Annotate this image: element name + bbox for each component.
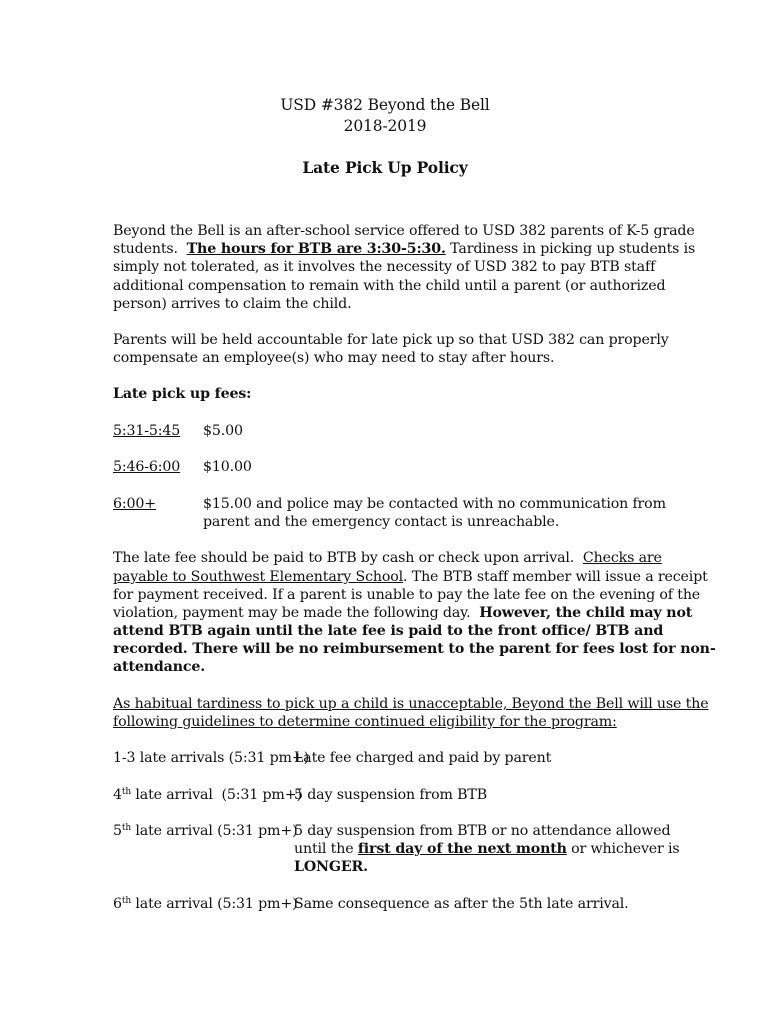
guideline-3-num: 5 [113, 823, 122, 839]
payment-line-4 [113, 604, 692, 622]
guideline-3-sup: th [121, 823, 132, 833]
intro-students: students. [113, 241, 178, 257]
fee-time-3: 6:00+ [113, 496, 156, 512]
payment-line-2 [113, 568, 708, 586]
guideline-2-text: 5 day suspension from BTB [294, 787, 488, 803]
fee-amount-1: $5.00 [203, 423, 243, 439]
intro-line-3: simply not tolerated, as it involves the necessity of USD 382 to pay BTB staff [113, 259, 656, 275]
fee-amount-2: $10.00 [203, 459, 252, 475]
program-title: USD #382 Beyond the Bell [280, 96, 490, 114]
fee-amount-3-line-2: parent and the emergency contact is unreachable. [203, 514, 560, 530]
guideline-2-rest: late arrival (5:31 pm+) [131, 787, 302, 803]
first-day-next-month: first day of the next month [357, 841, 567, 857]
guideline-3-text-line-2 [294, 840, 680, 858]
however-text: However, the child may not [479, 605, 693, 621]
guideline-2-sup: th [121, 787, 132, 797]
habitual-line-1: As habitual tardiness to pick up a child is unacceptable, Beyond the Bell will use the [113, 696, 709, 712]
guideline-4-text: Same consequence as after the 5th late arrival. [294, 896, 629, 912]
guideline-3-rest: late arrival (5:31 pm+) [131, 823, 298, 839]
payment-line-7: attendance. [113, 659, 206, 675]
guideline-3-text: 5 day suspension from BTB or no attendance allowed [294, 823, 671, 839]
checks-are: Checks are [582, 550, 662, 566]
guideline-4-sup: th [121, 896, 132, 906]
payment-method: The late fee should be paid to BTB by cash or check upon arrival. [113, 550, 575, 566]
intro-line-2 [113, 240, 695, 258]
payment-line-3: for payment received. If a parent is unable to pay the late fee on the evening of the [113, 587, 701, 603]
guideline-4-num: 6 [113, 896, 122, 912]
receipt-text: . The BTB staff member will issue a receipt [403, 569, 708, 585]
fee-time-1: 5:31-5:45 [113, 423, 181, 439]
school-year: 2018-2019 [343, 117, 427, 135]
accountable-line-2: compensate an employee(s) who may need to stay after hours. [113, 350, 555, 366]
whichever-is: or whichever is [566, 841, 680, 857]
guideline-2-label [113, 786, 302, 804]
fees-heading: Late pick up fees: [113, 386, 252, 402]
habitual-line-2: following guidelines to determine continued eligibility for the program: [113, 714, 617, 730]
fee-time-2: 5:46-6:00 [113, 459, 181, 475]
guideline-1-label: 1-3 late arrivals (5:31 pm+) [113, 750, 309, 766]
accountable-line-1: Parents will be held accountable for late pick up so that USD 382 can properly [113, 332, 669, 348]
guideline-4-label [113, 895, 297, 913]
intro-line-1: Beyond the Bell is an after-school service offered to USD 382 parents of K-5 grade [113, 223, 695, 239]
guideline-3-label [113, 822, 297, 840]
intro-line-5: person) arrives to claim the child. [113, 296, 352, 312]
btb-hours: The hours for BTB are 3:30-5:30. [186, 241, 446, 257]
until-the: until the [294, 841, 358, 857]
guideline-2-num: 4 [113, 787, 122, 803]
intro-tardiness: Tardiness in picking up students is [450, 241, 696, 257]
intro-line-4: additional compensation to remain with the child until a parent (or authorized [113, 278, 666, 294]
guideline-1-text: Late fee charged and paid by parent [294, 750, 552, 766]
fee-amount-3: $15.00 and police may be contacted with no communication from [203, 496, 666, 512]
guideline-4-rest: late arrival (5:31 pm+) [131, 896, 298, 912]
violation-text: violation, payment may be made the following day. [113, 605, 471, 621]
payable-to: payable to Southwest Elementary School [113, 569, 404, 585]
payment-line-6: recorded. There will be no reimbursement to the parent for fees lost for non- [113, 641, 716, 657]
policy-title: Late Pick Up Policy [302, 158, 468, 177]
longer-text: LONGER. [294, 859, 368, 875]
payment-line-5: attend BTB again until the late fee is paid to the front office/ BTB and [113, 623, 664, 639]
payment-line-1 [113, 549, 662, 567]
